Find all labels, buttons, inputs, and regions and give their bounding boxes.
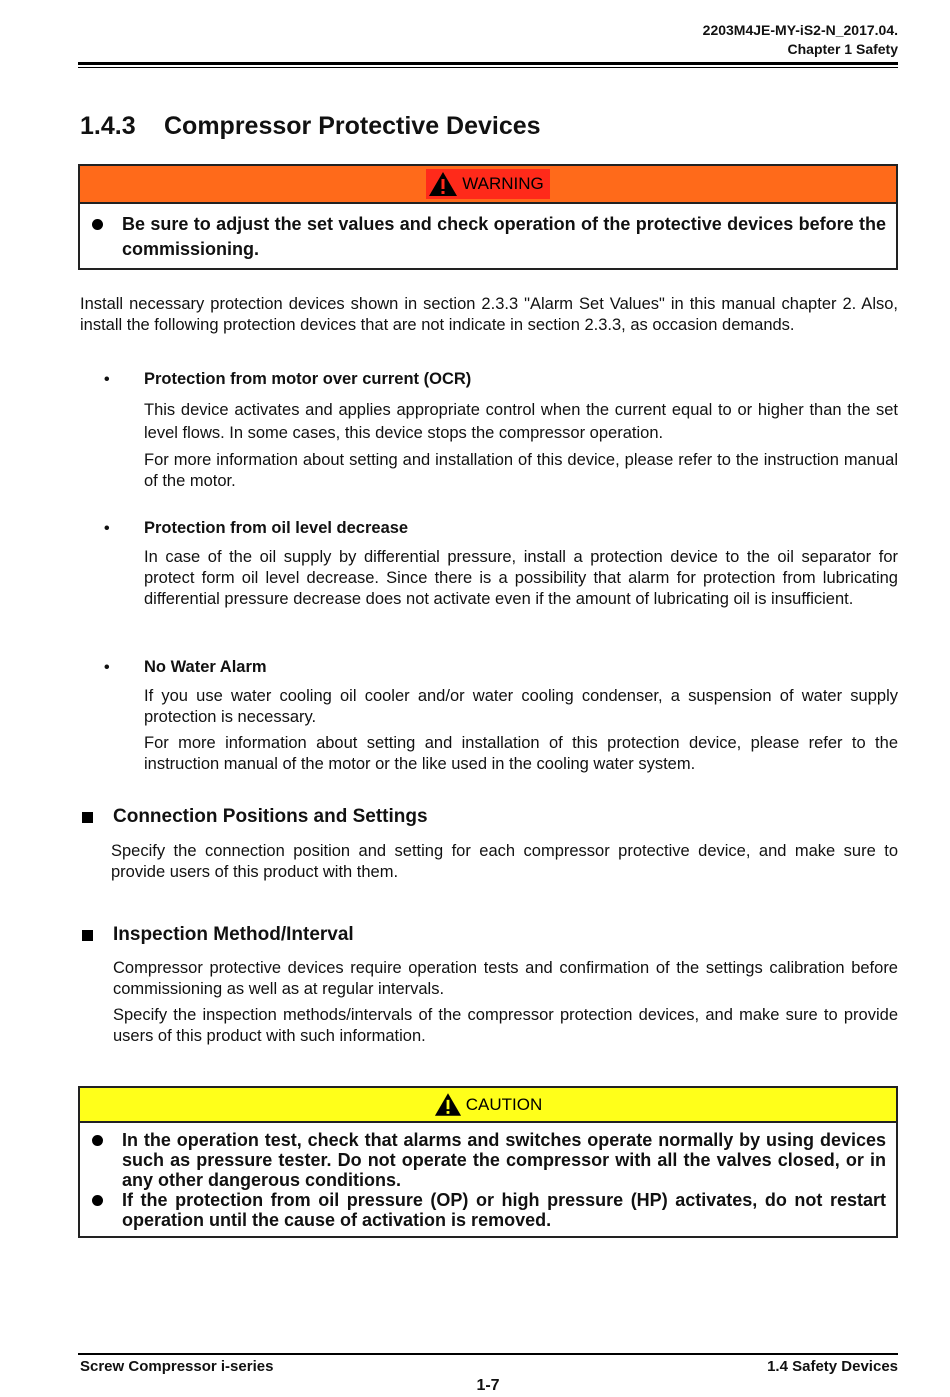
item-paragraph: In case of the oil supply by differential pressure, install a protection device to the oil separator for protect form oil level decrease. Since there is a possibility that alarm for protection from lubricating differential pressure decrease does not activate even if the amount of lubricating oil is insufficient. [144, 548, 898, 608]
square-bullet-icon [82, 812, 93, 823]
item-heading: • Protection from motor over current (OCR) [104, 370, 472, 388]
caution-item: If the protection from oil pressure (OP) or high pressure (HP) activates, do not restart operation until the cause of activation is removed. [80, 1190, 886, 1230]
caution-banner [80, 1088, 896, 1123]
item-paragraph: For more information about setting and installation of this device, please refer to the instruction manual of the motor. [144, 451, 898, 490]
subsection-paragraph: Compressor protective devices require operation tests and confirmation of the settings calibration before commissioning as well as at regular intervals. [113, 959, 898, 998]
subsection-heading-connection: Connection Positions and Settings [80, 806, 428, 828]
header-rule-thin [78, 67, 898, 68]
footer-product: Screw Compressor i-series [80, 1358, 274, 1375]
subsection-body-inspection [113, 958, 898, 1047]
item-heading: • No Water Alarm [104, 658, 267, 676]
warning-banner [80, 166, 896, 204]
chapter-title: Chapter 1 Safety [787, 41, 898, 57]
subsection-body-connection [111, 841, 898, 883]
item-body [144, 547, 898, 610]
footer-rule [78, 1353, 898, 1355]
caution-label: CAUTION [465, 1094, 543, 1114]
item-paragraph: This device activates and applies appropriate control when the current equal to or higher than the set level flows. In some cases, this device stops the compressor operation. [144, 401, 898, 442]
caution-list [80, 1123, 896, 1230]
device-item-water-alarm [104, 657, 898, 775]
warning-triangle-icon [428, 171, 458, 197]
bullet-dot-icon [92, 1195, 103, 1206]
warning-sign [426, 169, 550, 199]
caution-triangle-icon [434, 1092, 462, 1117]
device-item-oil-level [104, 518, 898, 610]
item-paragraph: If you use water cooling oil cooler and/or water cooling condenser, a suspension of water supply protection is necessary. [144, 687, 898, 726]
bullet-dot-icon [92, 1135, 103, 1146]
subsection-paragraph: Specify the inspection methods/intervals of the compressor protection devices, and make sure to provide users of this product with such information. [113, 1006, 898, 1045]
warning-box [78, 164, 898, 270]
warning-label: WARNING [462, 174, 544, 193]
section-number: 1.4.3 [80, 112, 136, 140]
bullet-dot-icon: • [104, 659, 110, 676]
header-rule [78, 62, 898, 65]
item-body [144, 686, 898, 775]
bullet-dot-icon: • [104, 520, 110, 537]
device-item-ocr [104, 369, 898, 492]
warning-item: Be sure to adjust the set values and check operation of the protective devices before the commissioning. [80, 212, 886, 262]
caution-item: In the operation test, check that alarms and switches operate normally by using devices such as pressure tester. Do not operate the compressor with all the valves closed, or in any other dangerous conditions. [80, 1130, 886, 1190]
section-title: Compressor Protective Devices [164, 112, 541, 140]
footer-section: 1.4 Safety Devices [767, 1358, 898, 1375]
item-heading: • Protection from oil level decrease [104, 519, 409, 537]
caution-sign [434, 1092, 543, 1117]
section-heading [80, 112, 541, 141]
warning-list [80, 204, 896, 262]
item-paragraph: For more information about setting and installation of this protection device, please refer to the instruction manual of the motor or the like used in the cooling water system. [144, 734, 898, 773]
document-code: 2203M4JE-MY-iS2-N_2017.04. [702, 22, 898, 38]
bullet-dot-icon [92, 219, 103, 230]
bullet-dot-icon: • [104, 371, 110, 388]
square-bullet-icon [82, 930, 93, 941]
subsection-heading-inspection: Inspection Method/Interval [80, 924, 354, 946]
subsection-paragraph: Specify the connection position and setting for each compressor protective device, and make sure to provide users of this product with them. [111, 842, 898, 881]
intro-paragraph: Install necessary protection devices shown in section 2.3.3 "Alarm Set Values" in this manual chapter 2. Also, install the following protection devices that are not indicate in section 2.3.3, as occasion demands. [80, 295, 898, 334]
page-number: 1-7 [476, 1377, 500, 1394]
caution-box [78, 1086, 898, 1238]
item-body [144, 399, 898, 492]
